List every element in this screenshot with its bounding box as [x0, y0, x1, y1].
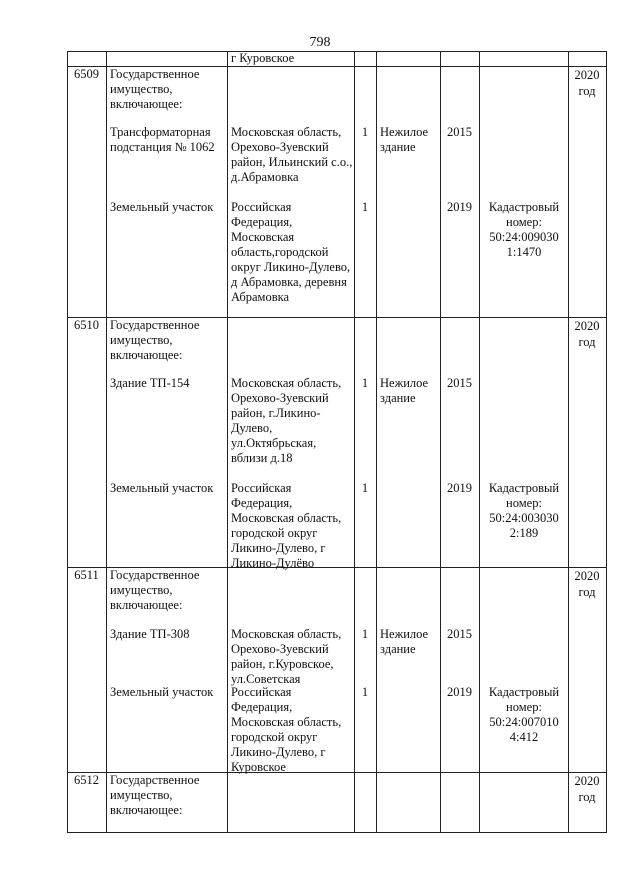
item-kind: Нежилое здание — [380, 376, 429, 405]
item-year: 2019 — [447, 685, 472, 699]
item-year: 2019 — [447, 200, 472, 214]
page-number: 798 — [309, 35, 331, 50]
item-name: Трансформаторная подстанция № 1062 — [110, 125, 215, 154]
item-name: Земельный участок — [110, 200, 214, 214]
item-qty: 1 — [361, 125, 369, 139]
registry-table — [67, 51, 607, 832]
group-title: Государственное имущество, включающее: — [110, 568, 200, 612]
item-year: 2015 — [447, 627, 472, 641]
row-number: 6509 — [74, 67, 99, 81]
group-title: Государственное имущество, включающее: — [110, 318, 200, 362]
group-year: 2020 год — [574, 569, 600, 599]
item-name: Здание ТП-154 — [110, 376, 190, 390]
item-year: 2015 — [447, 125, 472, 139]
item-kind: Нежилое здание — [380, 125, 429, 154]
item-address: Московская область, Орехово-Зуевский район, г.Куровское, ул.Советская — [231, 627, 342, 686]
item-name: Здание ТП-308 — [110, 627, 190, 641]
group-year: 2020 год — [574, 319, 600, 349]
row-number: 6511 — [74, 568, 99, 582]
item-cadastral-note: Кадастровый номер: 50:24:003030 2:189 — [488, 481, 560, 540]
item-year: 2019 — [447, 481, 472, 495]
item-kind: Нежилое здание — [380, 627, 429, 656]
group-title: Государственное имущество, включающее: — [110, 773, 200, 817]
group-year: 2020 год — [574, 774, 600, 804]
row-number: 6512 — [74, 773, 99, 787]
item-qty: 1 — [361, 200, 369, 214]
row-number: 6510 — [74, 318, 99, 332]
item-name: Земельный участок — [110, 481, 214, 495]
item-qty: 1 — [361, 627, 369, 641]
item-address: Российская Федерация, Московская область,городской округ Ликино-Дулево, д Абрамовка, деревня Абрамовка — [231, 200, 351, 304]
item-address: Московская область, Орехово-Зуевский район, Ильинский с.о., д.Абрамовка — [231, 125, 353, 184]
item-name: Земельный участок — [110, 685, 214, 699]
item-cadastral-note: Кадастровый номер: 50:24:009030 1:1470 — [488, 200, 560, 259]
continuation-address: г Куровское — [231, 51, 295, 65]
item-qty: 1 — [361, 481, 369, 495]
item-address: Российская Федерация, Московская область, городской округ Ликино-Дулево, г Ликино-Дулёво — [231, 481, 342, 570]
group-year: 2020 год — [574, 68, 600, 98]
item-address: Российская Федерация, Московская область, городской округ Ликино-Дулево, г Куровское — [231, 685, 342, 774]
item-cadastral-note: Кадастровый номер: 50:24:007010 4:412 — [488, 685, 560, 744]
item-address: Московская область, Орехово-Зуевский район, г.Ликино-Дулево, ул.Октябрьская, вблизи д.18 — [231, 376, 342, 465]
group-title: Государственное имущество, включающее: — [110, 67, 200, 111]
item-qty: 1 — [361, 376, 369, 390]
item-year: 2015 — [447, 376, 472, 390]
item-qty: 1 — [361, 685, 369, 699]
